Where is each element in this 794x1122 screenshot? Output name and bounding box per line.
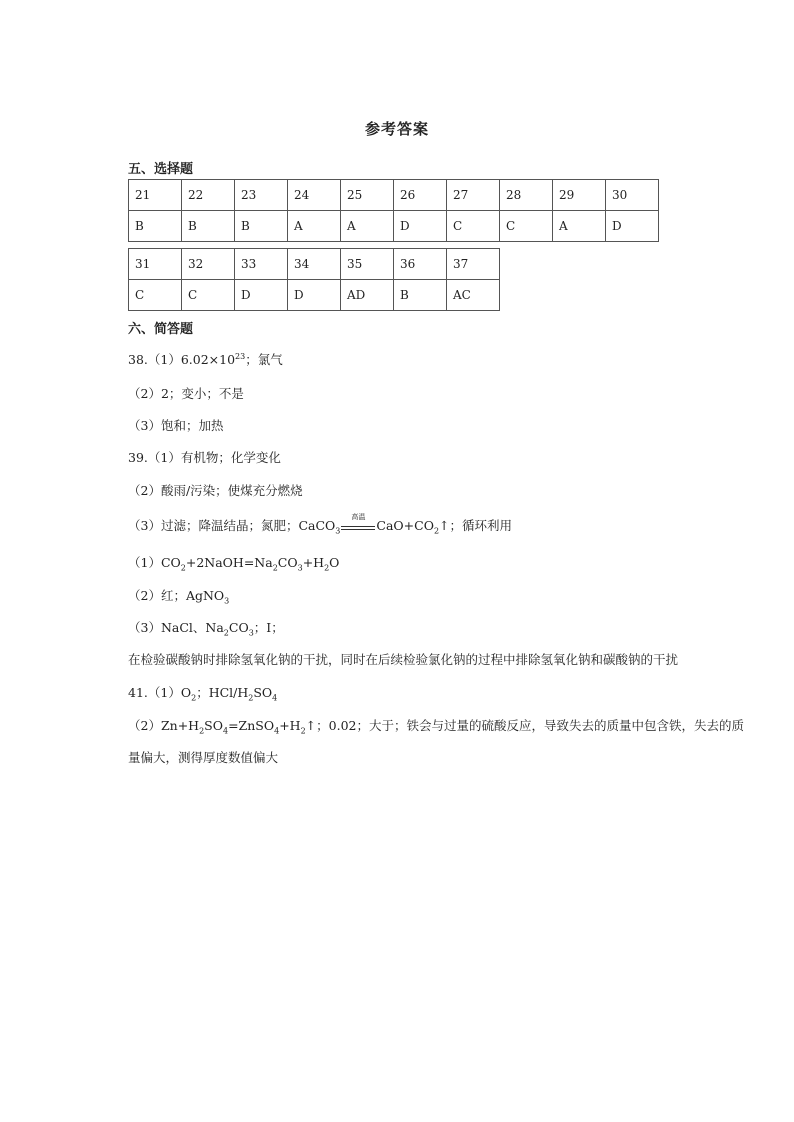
answer-line-40-2 bbox=[128, 586, 229, 606]
text-run: SO bbox=[253, 685, 273, 700]
text-run: +H bbox=[279, 718, 301, 733]
text-run: CO bbox=[228, 620, 249, 635]
table-cell: 36 bbox=[394, 249, 447, 280]
table-cell: 35 bbox=[341, 249, 394, 280]
table-cell: 32 bbox=[182, 249, 235, 280]
subscript: 4 bbox=[272, 693, 278, 703]
text-run: ↑；循环利用 bbox=[439, 518, 513, 533]
table-cell: B bbox=[394, 280, 447, 311]
table-cell: 37 bbox=[447, 249, 500, 280]
text-run: ；I； bbox=[253, 620, 284, 635]
table-row-answers bbox=[129, 280, 500, 311]
table-cell: 25 bbox=[341, 180, 394, 211]
table-cell: C bbox=[129, 280, 182, 311]
subscript: 2 bbox=[180, 563, 186, 573]
table-cell: A bbox=[341, 211, 394, 242]
answer-line-39-2: （2）酸雨/污染；使煤充分燃烧 bbox=[128, 483, 303, 498]
table-row-numbers bbox=[129, 180, 659, 211]
answer-line-38-3: （3）饱和；加热 bbox=[128, 418, 224, 433]
table-cell: D bbox=[606, 211, 659, 242]
answer-line-41-2 bbox=[128, 716, 744, 736]
reaction-condition: 高温 bbox=[351, 512, 366, 521]
table-cell: C bbox=[182, 280, 235, 311]
text-run: （1）CO bbox=[128, 555, 181, 570]
answer-line-40-3 bbox=[128, 618, 284, 638]
text-run: +2NaOH=Na bbox=[185, 555, 273, 570]
table-cell: 33 bbox=[235, 249, 288, 280]
reaction-condition-equals bbox=[341, 512, 375, 532]
table-cell: 30 bbox=[606, 180, 659, 211]
table-cell: D bbox=[235, 280, 288, 311]
text-run: ；氯气 bbox=[245, 352, 283, 367]
superscript: 23 bbox=[235, 351, 246, 361]
text-run: （3）过滤；降温结晶；氮肥；CaCO bbox=[128, 518, 336, 533]
answer-line-39-1: 39.（1）有机物；化学变化 bbox=[128, 450, 281, 465]
subscript: 3 bbox=[224, 596, 230, 606]
subscript: 2 bbox=[324, 563, 330, 573]
table-cell: 27 bbox=[447, 180, 500, 211]
text-run: O bbox=[329, 555, 340, 570]
text-run: （2）Zn+H bbox=[128, 718, 200, 733]
text-run: 38.（1）6.02×10 bbox=[128, 352, 236, 367]
table-cell: D bbox=[394, 211, 447, 242]
answer-table-2 bbox=[128, 248, 500, 311]
table-cell: AC bbox=[447, 280, 500, 311]
table-cell: 23 bbox=[235, 180, 288, 211]
table-cell: B bbox=[129, 211, 182, 242]
subscript: 2 bbox=[300, 726, 306, 736]
text-run: ；HCl/H bbox=[196, 685, 249, 700]
answer-line-41-1 bbox=[128, 683, 277, 703]
table-cell: D bbox=[288, 280, 341, 311]
subscript: 4 bbox=[274, 726, 280, 736]
answer-line-39-3 bbox=[128, 512, 513, 536]
answer-line-40-1 bbox=[128, 553, 339, 573]
table-cell: 31 bbox=[129, 249, 182, 280]
table-cell: A bbox=[553, 211, 606, 242]
text-run: ↑；0.02；大于；铁会与过量的硫酸反应，导致失去的质量中包含铁，失去的质 bbox=[305, 718, 744, 733]
table-row-numbers bbox=[129, 249, 500, 280]
subscript: 2 bbox=[223, 628, 229, 638]
table-cell: AD bbox=[341, 280, 394, 311]
answer-line-38-1 bbox=[128, 350, 283, 368]
table-cell: 26 bbox=[394, 180, 447, 211]
table-cell: C bbox=[500, 211, 553, 242]
table-row-answers bbox=[129, 211, 659, 242]
text-run: （3）NaCl、Na bbox=[128, 620, 224, 635]
subscript: 3 bbox=[335, 526, 341, 536]
table-cell: 21 bbox=[129, 180, 182, 211]
table-cell: A bbox=[288, 211, 341, 242]
section-heading-short-answer: 六、简答题 bbox=[128, 322, 194, 337]
page-title: 参考答案 bbox=[364, 120, 429, 138]
answer-line-38-2: （2）2；变小；不是 bbox=[128, 386, 244, 401]
section-heading-choice: 五、选择题 bbox=[128, 162, 194, 177]
table-cell: 34 bbox=[288, 249, 341, 280]
text-run: 41.（1）O bbox=[128, 685, 192, 700]
text-run: （2）红；AgNO bbox=[128, 588, 225, 603]
subscript: 4 bbox=[222, 726, 229, 736]
table-cell: B bbox=[235, 211, 288, 242]
table-cell: 24 bbox=[288, 180, 341, 211]
subscript: 2 bbox=[272, 563, 278, 573]
table-cell: B bbox=[182, 211, 235, 242]
table-cell: 22 bbox=[182, 180, 235, 211]
table-cell: 28 bbox=[500, 180, 553, 211]
subscript: 2 bbox=[248, 693, 254, 703]
text-run: CO bbox=[277, 555, 298, 570]
subscript: 3 bbox=[248, 628, 254, 638]
text-run: =ZnSO bbox=[228, 718, 275, 733]
table-cell: 29 bbox=[553, 180, 606, 211]
table-cell: C bbox=[447, 211, 500, 242]
text-run: SO bbox=[204, 718, 223, 733]
answer-line-40-explanation: 在检验碳酸钠时排除氢氧化钠的干扰，同时在后续检验氯化钠的过程中排除氢氧化钠和碳酸钠的干扰 bbox=[128, 652, 679, 667]
answer-line-41-3: 量偏大，测得厚度数值偏大 bbox=[128, 750, 279, 765]
subscript: 3 bbox=[297, 563, 303, 573]
subscript: 2 bbox=[199, 726, 205, 736]
subscript: 2 bbox=[433, 526, 440, 536]
answer-table-1 bbox=[128, 179, 659, 242]
subscript: 2 bbox=[191, 693, 197, 703]
text-run: CaO+CO bbox=[376, 518, 434, 533]
text-run: +H bbox=[302, 555, 325, 570]
